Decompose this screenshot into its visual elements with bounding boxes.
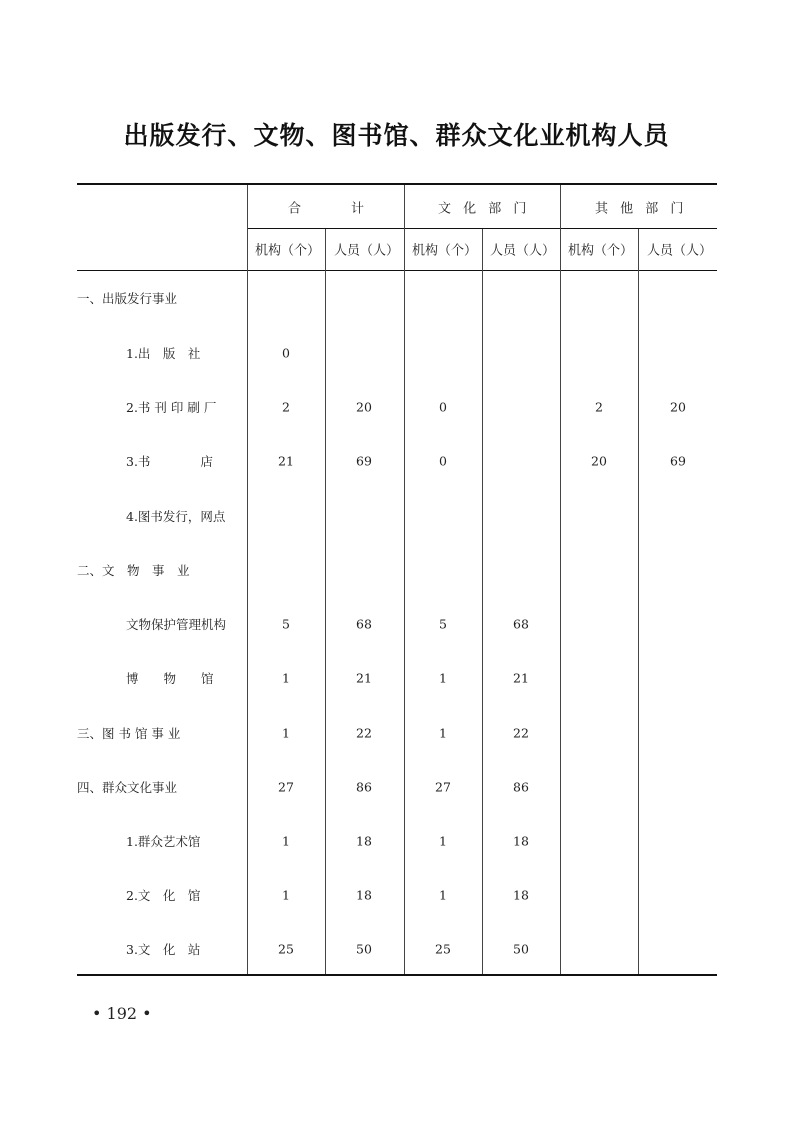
table-cell: 1: [282, 725, 290, 741]
header-sub-institutions: 机构（个）: [568, 243, 634, 259]
col-divider-5: [638, 229, 639, 974]
table-cell: 5: [282, 616, 290, 632]
table-cell: 86: [513, 779, 529, 795]
table-cell: 18: [356, 833, 372, 849]
table-cell: 22: [513, 725, 529, 741]
table-cell: 20: [356, 399, 372, 415]
row-label-printing: 2.书 刊 印 刷 厂: [126, 400, 217, 415]
row-label-mass-culture: 四、群众文化事业: [77, 780, 178, 795]
header-group-culture: 文 化 部 门: [438, 201, 531, 217]
table-cell: 25: [278, 941, 294, 957]
table-cell: 2: [282, 399, 290, 415]
table-cell: 1: [439, 725, 447, 741]
table-cell: 0: [439, 453, 447, 469]
header-sub-institutions: 机构（个）: [255, 243, 321, 259]
row-label-culture-halls: 2.文 化 馆: [126, 888, 201, 903]
row-label-culture-stations: 3.文 化 站: [126, 942, 201, 957]
row-label-distribution: 4.图书发行，网点: [126, 509, 226, 524]
table-cell: 20: [591, 453, 607, 469]
table-cell: 50: [356, 941, 372, 957]
table-cell: 0: [439, 399, 447, 415]
row-label-publishing: 一、出版发行事业: [77, 291, 178, 306]
table-cell: 5: [439, 616, 447, 632]
page-number: • 192 •: [92, 1004, 152, 1023]
table-cell: 1: [439, 670, 447, 686]
row-label-museums: 博 物 馆: [126, 671, 214, 686]
table-top-rule: [77, 183, 717, 185]
table-cell: 18: [513, 887, 529, 903]
header-sub-personnel: 人员（人）: [647, 243, 713, 259]
row-label-libraries: 三、图 书 馆 事 业: [77, 726, 181, 741]
header-sub-institutions: 机构（个）: [412, 243, 478, 259]
table-cell: 0: [282, 345, 290, 361]
col-divider-group-3: [560, 185, 561, 974]
header-sub-personnel: 人员（人）: [490, 243, 556, 259]
header-sub-personnel: 人员（人）: [334, 243, 400, 259]
col-divider-1: [325, 229, 326, 974]
table-cell: 1: [282, 833, 290, 849]
table-cell: 1: [439, 887, 447, 903]
col-divider-3: [482, 229, 483, 974]
row-label-bookstores: 3.书 店: [126, 454, 213, 469]
table-cell: 1: [439, 833, 447, 849]
table-cell: 1: [282, 887, 290, 903]
table-cell: 1: [282, 670, 290, 686]
table-cell: 86: [356, 779, 372, 795]
table-cell: 20: [670, 399, 686, 415]
table-cell: 18: [513, 833, 529, 849]
table-cell: 21: [513, 670, 529, 686]
table-cell: 21: [356, 670, 372, 686]
header-group-other: 其 他 部 门: [595, 201, 688, 217]
header-bottom-rule: [77, 270, 717, 271]
col-divider-label: [247, 185, 248, 974]
table-cell: 69: [670, 453, 686, 469]
page-title: 出版发行、文物、图书馆、群众文化业机构人员: [123, 121, 670, 150]
col-divider-group-2: [404, 185, 405, 974]
table-bottom-rule: [77, 974, 717, 976]
row-label-publishers: 1.出 版 社: [126, 346, 201, 361]
table-cell: 69: [356, 453, 372, 469]
header-group-total: 合 计: [288, 201, 364, 217]
table-cell: 27: [278, 779, 294, 795]
table-cell: 27: [435, 779, 451, 795]
table-cell: 21: [278, 453, 294, 469]
table-cell: 68: [356, 616, 372, 632]
table-cell: 2: [595, 399, 603, 415]
row-label-relic-protection: 文物保护管理机构: [126, 617, 227, 632]
row-label-art-halls: 1.群众艺术馆: [126, 834, 201, 849]
table-cell: 22: [356, 725, 372, 741]
table-cell: 18: [356, 887, 372, 903]
row-label-relics: 二、文 物 事 业: [77, 563, 190, 578]
table-cell: 50: [513, 941, 529, 957]
table-cell: 25: [435, 941, 451, 957]
table-cell: 68: [513, 616, 529, 632]
